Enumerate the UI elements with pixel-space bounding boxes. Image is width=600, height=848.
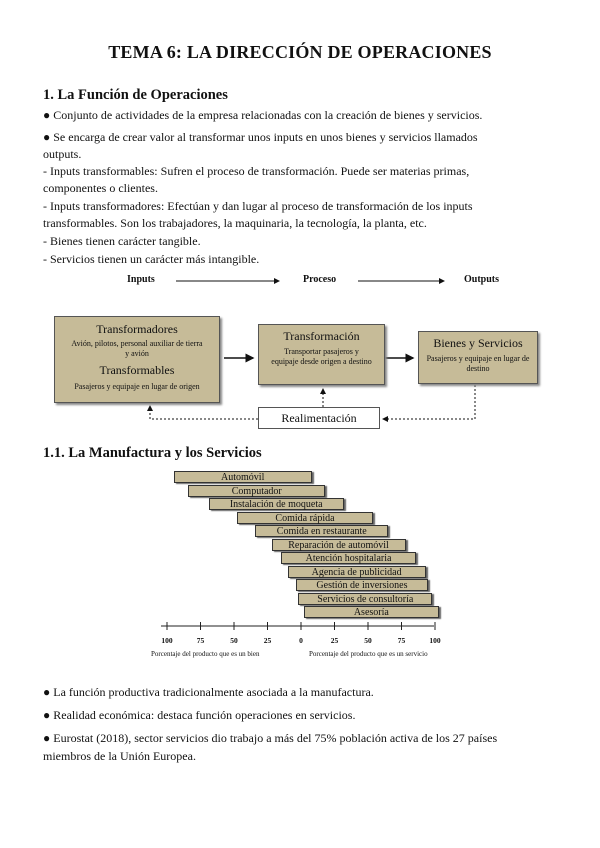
chart-bar: Computador <box>188 485 325 497</box>
tick-label: 50 <box>230 636 238 645</box>
chart-bar: Comida en restaurante <box>255 525 388 537</box>
tick-label: 50 <box>364 636 372 645</box>
process-label: Proceso <box>303 274 337 285</box>
bienes-text: Pasajeros y equipaje en lugar de destino <box>426 354 530 373</box>
chart-bar: Atención hospitalaria <box>281 552 416 564</box>
page-title: TEMA 6: LA DIRECCIÓN DE OPERACIONES <box>108 42 492 62</box>
chart-bar: Automóvil <box>174 471 312 483</box>
tick-label: 25 <box>330 636 339 645</box>
text-line: ● Eurostat (2018), sector servicios dio trabajo a más del 75% población activa de los 27 países <box>43 731 498 745</box>
chart-bar: Reparación de automóvil <box>272 539 406 551</box>
tick-label: 75 <box>196 636 205 645</box>
text-line: - Servicios tienen un carácter más intangible. <box>43 252 260 266</box>
text-line: ● Realidad económica: destaca función operaciones en servicios. <box>43 708 356 722</box>
chart-bar: Agencia de publicidad <box>288 566 426 578</box>
transformadores-text: Avión, pilotos, personal auxiliar de tierra y avión <box>71 339 203 358</box>
chart-bar: Gestión de inversiones <box>296 579 429 591</box>
chart-bar: Comida rápida <box>237 512 374 524</box>
bienes-title: Bienes y Servicios <box>433 336 523 350</box>
chart-bar: Asesoría <box>304 606 439 618</box>
text-line: ● Conjunto de actividades de la empresa relacionadas con la creación de bienes y servicios. <box>43 108 483 122</box>
inputs-label: Inputs <box>127 274 155 285</box>
text-line: - Inputs transformables: Sufren el proceso de transformación. Puede ser materias primas, <box>43 164 470 178</box>
chart-bar: Servicios de consultoría <box>298 593 432 605</box>
text-line: - Bienes tienen carácter tangible. <box>43 234 201 248</box>
transformacion-text: Transportar pasajeros y equipaje desde origen a destino <box>271 347 372 366</box>
text-line: componentes o clientes. <box>43 181 158 195</box>
text-line: miembros de la Unión Europea. <box>43 749 196 763</box>
tick-label: 0 <box>299 636 303 645</box>
transformables-title: Transformables <box>99 363 175 377</box>
transformables-text: Pasajeros y equipaje en lugar de origen <box>74 382 200 391</box>
section-heading-funcion: 1. La Función de Operaciones <box>43 87 228 103</box>
text-line: ● La función productiva tradicionalmente asociada a la manufactura. <box>43 685 374 699</box>
section-heading-manufactura: 1.1. La Manufactura y los Servicios <box>43 445 262 461</box>
transformadores-title: Transformadores <box>96 322 178 336</box>
transformacion-title: Transformación <box>283 329 360 343</box>
tick-label: 100 <box>429 636 441 645</box>
tick-label: 75 <box>397 636 406 645</box>
xlabel-right: Porcentaje del producto que es un servicio <box>309 650 428 658</box>
tick-label: 25 <box>263 636 272 645</box>
xlabel-left: Porcentaje del producto que es un bien <box>151 650 260 658</box>
feedback-box: Realimentación <box>258 407 380 429</box>
text-line: - Inputs transformadores: Efectúan y dan lugar al proceso de transformación de los inputs <box>43 199 473 213</box>
chart-bar: Instalación de moqueta <box>209 498 344 510</box>
text-line: outputs. <box>43 147 82 161</box>
text-line: ● Se encarga de crear valor al transformar unos inputs en unos bienes y servicios llamados <box>43 130 478 144</box>
tick-label: 100 <box>161 636 173 645</box>
text-line: transformables. Son los trabajadores, la maquinaria, la tecnología, la planta, etc. <box>43 216 427 230</box>
outputs-label: Outputs <box>464 274 500 285</box>
